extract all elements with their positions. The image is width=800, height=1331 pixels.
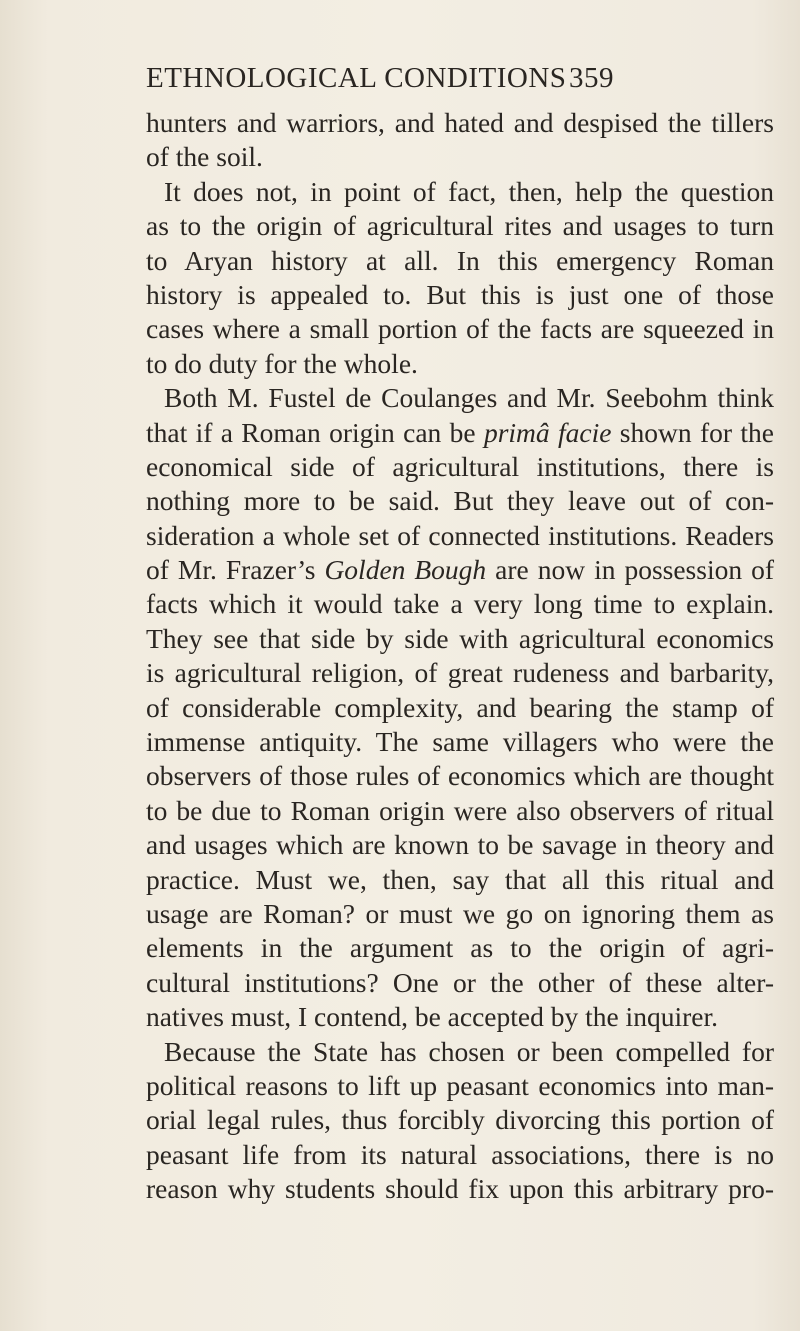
running-title: ETHNOLOGICAL CONDITIONS <box>146 62 567 94</box>
text-line: facts which it would take a very long time to explain. <box>146 588 774 620</box>
text-line: economical side of agricultural institutions, there is <box>146 450 774 482</box>
text-line: Both M. Fustel de Coulanges and Mr. Seebohm think <box>164 382 774 414</box>
text-line: history is appealed to. But this is just one of those <box>146 278 774 310</box>
text-line: and usages which are known to be savage in theory and <box>146 829 774 861</box>
text-line: elements in the argument as to the origin of agri- <box>146 932 774 964</box>
text-line: as to the origin of agricultural rites and usages to turn <box>146 210 774 242</box>
text-segment: shown for the <box>611 416 774 448</box>
text-line: observers of those rules of economics which are thought <box>146 760 774 792</box>
text-line: cultural institutions? One or the other of these alter- <box>146 966 774 998</box>
text-line: of the soil. <box>146 141 263 173</box>
text-line: practice. Must we, then, say that all this ritual and <box>146 863 774 895</box>
text-line: cases where a small portion of the facts are squeezed in <box>146 313 774 345</box>
page-number: 359 <box>569 62 614 94</box>
text-line: usage are Roman? or must we go on ignoring them as <box>146 897 774 929</box>
body-text <box>146 106 774 1207</box>
text-line: orial legal rules, thus forcibly divorcing this portion of <box>146 1104 774 1136</box>
text-line: to do duty for the whole. <box>146 347 418 379</box>
text-line: reason why students should fix upon this arbitrary pro- <box>146 1173 774 1205</box>
text-line: Because the State has chosen or been compelled for <box>164 1035 774 1067</box>
page-header <box>146 62 614 102</box>
text-line <box>146 416 774 450</box>
text-line: peasant life from its natural associations, there is no <box>146 1138 774 1170</box>
text-line: immense antiquity. The same villagers who were the <box>146 726 774 758</box>
text-line: of considerable complexity, and bearing the stamp of <box>146 691 774 723</box>
text-line <box>146 553 774 587</box>
text-line: It does not, in point of fact, then, help the question <box>164 175 774 207</box>
text-line: to be due to Roman origin were also observers of ritual <box>146 794 774 826</box>
text-line: is agricultural religion, of great rudeness and barbarity, <box>146 657 774 689</box>
text-line: natives must, I contend, be accepted by the inquirer. <box>146 1001 718 1033</box>
text-line: nothing more to be said. But they leave out of con- <box>146 485 774 517</box>
text-line: They see that side by side with agricultural economics <box>146 622 774 654</box>
text-segment: of Mr. Frazer’s <box>146 554 325 586</box>
text-segment: are now in possession of <box>486 554 774 586</box>
book-title-italic: Golden Bough <box>324 554 487 586</box>
text-line: to Aryan history at all. In this emergency Roman <box>146 244 774 276</box>
text-line: sideration a whole set of connected institutions. Readers <box>146 519 774 551</box>
text-segment: that if a Roman origin can be <box>146 416 484 448</box>
italic-phrase: primâ facie <box>483 416 612 448</box>
text-line: political reasons to lift up peasant economics into man- <box>146 1069 774 1101</box>
text-line: hunters and warriors, and hated and despised the tillers <box>146 107 774 138</box>
